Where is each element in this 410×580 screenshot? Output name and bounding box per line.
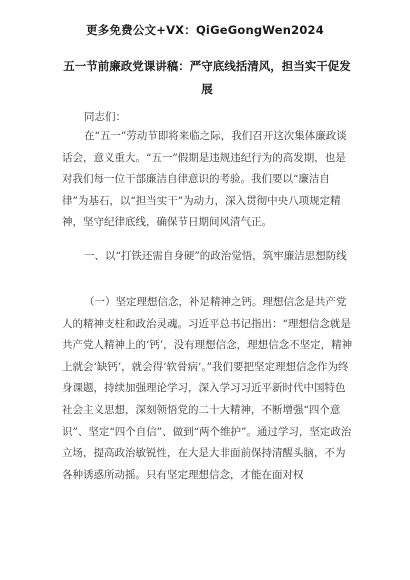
page-header: 更多免费公文+VX：QiGeGongWen2024 [86, 23, 324, 37]
greeting: 同志们： [84, 111, 126, 123]
section-heading: 一、以“打铁还需自身硬”的政治觉悟，筑牢廉洁思想防线 [84, 250, 347, 262]
paragraph-intro: 在“五一”劳动节即将来临之际，我们召开这次集体廉政谈话会，意义重大。“五一”假期是违规违纪行为的高发期，也是对我们每一位干部廉洁自律意识的考验。我们要以“廉洁自律”为基石，以“担当实干”为动力，深入贯彻中央八项规定精神，坚守纪律底线，确保节日期间风清气正。 [62, 130, 347, 229]
document-title: 五一节前廉政党课讲稿：严守底线括清风，担当实干促发展 [63, 59, 351, 96]
paragraph-ideals: （一）坚定理想信念，补足精神之钙。理想信念是共产党人的精神支柱和政治灵魂。习近平总书记指出：“理想信念就是共产党人精神上的‘钙’，没有理想信念，理想信念不坚定，精神上就会‘缺钙’，就会得‘软骨病’。”我们要把坚定理想信念作为终身课题，持续加强理论学习，深入学习习近平新时代中国特色社会主义思想，深刻领悟党的二十大精神，不断增强“四个意识”、坚定“四个自信”、做到“两个维护”。通过学习，坚定政治立场，提高政治敏锐性，在大是大非面前保持清醒头脑，不为各种诱惑所动摇。只有坚定理想信念，才能在面对权 [62, 296, 353, 481]
